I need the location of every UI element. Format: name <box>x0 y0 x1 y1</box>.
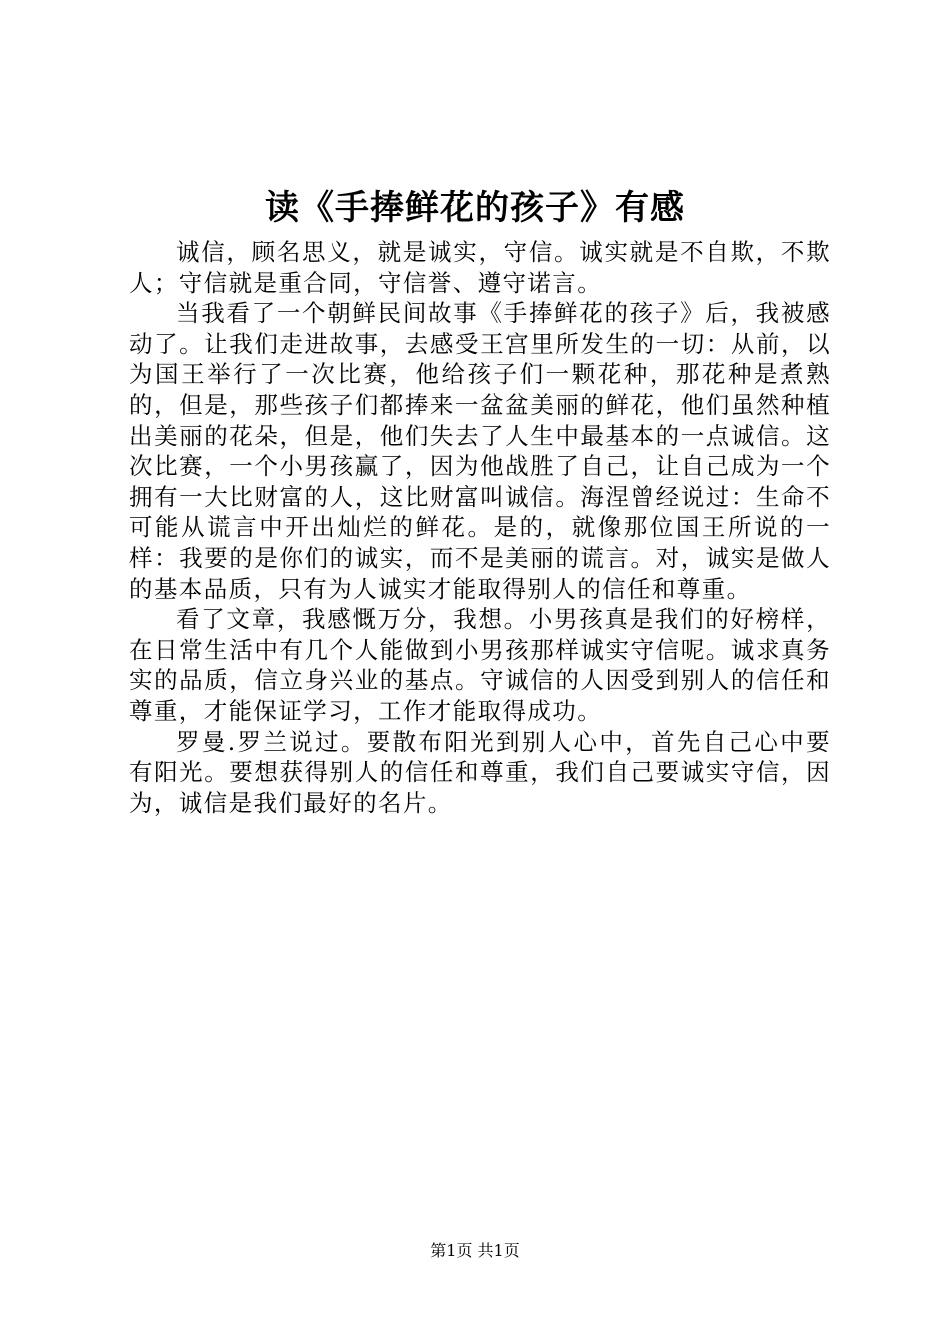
paragraph-1: 诚信，顾名思义，就是诚实，守信。诚实就是不自欺，不欺人；守信就是重合同，守信誉、遵守诺言。 <box>129 238 831 297</box>
paragraph-2: 当我看了一个朝鲜民间故事《手捧鲜花的孩子》后，我被感动了。让我们走进故事，去感受王宫里所发生的一切：从前，以为国王举行了一次比赛，他给孩子们一颗花种，那花种是煮熟的，但是，那些孩子们都捧来一盆盆美丽的鲜花，他们虽然种植出美丽的花朵，但是，他们失去了人生中最基本的一点诚信。这次比赛，一个小男孩赢了，因为他战胜了自己，让自己成为一个拥有一大比财富的人，这比财富叫诚信。海涅曾经说过：生命不可能从谎言中开出灿烂的鲜花。是的，就像那位国王所说的一样：我要的是你们的诚实，而不是美丽的谎言。对，诚实是做人的基本品质，只有为人诚实才能取得别人的信任和尊重。 <box>129 299 831 603</box>
article-body <box>129 237 831 818</box>
paragraph-4: 罗曼.罗兰说过。要散布阳光到别人心中，首先自己心中要有阳光。要想获得别人的信任和尊重，我们自己要诚实守信，因为，诚信是我们最好的名片。 <box>129 727 831 817</box>
page-title: 读《手捧鲜花的孩子》有感 <box>265 188 685 228</box>
page-footer: 第1页 共1页 <box>430 1241 520 1260</box>
paragraph-3: 看了文章，我感慨万分，我想。小男孩真是我们的好榜样，在日常生活中有几个人能做到小男孩那样诚实守信呢。诚求真务实的品质，信立身兴业的基点。守诚信的人因受到别人的信任和尊重，才能保证学习，工作才能取得成功。 <box>129 605 831 725</box>
